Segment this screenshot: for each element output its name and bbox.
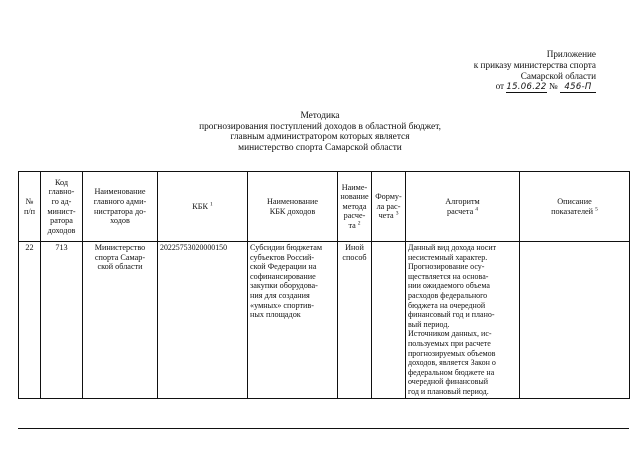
text-line: софинансирование	[250, 271, 316, 281]
appendix-block	[396, 49, 596, 93]
text-line: ществляется на основа-	[408, 271, 489, 281]
text-line: пользуемых при расчете	[408, 338, 491, 348]
text-line: метода	[342, 201, 367, 211]
header-num	[19, 172, 41, 242]
text-line: бюджета на очередной	[408, 300, 486, 310]
text-line: доходов	[47, 225, 76, 235]
text-line: Субсидии бюджетам	[250, 243, 323, 252]
header-admin-name	[83, 172, 158, 242]
text-line: расходов федерального	[408, 290, 488, 300]
text-line: прогнозируемых объемов	[408, 348, 496, 358]
document-title	[0, 111, 640, 153]
text-line: главно-	[48, 187, 75, 197]
text-line: спорта Самар-	[94, 252, 146, 262]
text-line: федеральном бюджете на	[408, 367, 495, 377]
text-line: нии ожидаемого объема	[408, 281, 490, 291]
text-line: способ	[342, 252, 367, 262]
header-algorithm: Алгоритм расчета $^4$	[406, 172, 520, 242]
text-line: ных площадок	[250, 310, 301, 320]
cell-formula	[372, 242, 406, 399]
header-kbk-name	[248, 172, 338, 242]
text-line: ходов	[110, 216, 130, 226]
appendix-order-line: к приказу министерства спорта	[473, 59, 596, 70]
header-description: Описание показателей $^5$	[520, 172, 630, 242]
text-line: Источником данных, ис-	[408, 329, 492, 339]
appendix-date-line	[396, 81, 596, 93]
cell-kbk: 20225753020000150	[158, 242, 248, 399]
cell-admin-name	[83, 242, 158, 399]
appendix-region-line: Самарской области	[520, 70, 596, 81]
text-line: субъектов Россий-	[250, 252, 315, 262]
title-line: Методика	[300, 111, 340, 121]
text-line: ской Федерации на	[250, 262, 317, 272]
text-line: Наиме-	[341, 182, 368, 192]
handwritten-date: 15.06.22	[506, 82, 547, 93]
header-method: Наиме- нование метода расче- та $^2$	[338, 172, 372, 242]
text-line: №	[25, 196, 34, 206]
text-line: ратора	[50, 216, 73, 226]
cell-num: 22	[19, 242, 41, 399]
text-line: Данный вид дохода носит	[408, 243, 497, 252]
title-line: главным администратором которых является	[230, 132, 410, 143]
appendix-title: Приложение	[546, 49, 596, 59]
text-line: Форму-	[375, 192, 402, 202]
number-label: №	[548, 81, 558, 92]
text-line: вый период.	[408, 319, 450, 329]
header-admin-code	[41, 172, 83, 242]
cell-algorithm	[406, 242, 520, 399]
text-line: ла рас-	[376, 201, 401, 211]
text-line: КБК доходов	[269, 206, 316, 216]
text-line: минист-	[47, 206, 76, 216]
title-line: прогнозирования поступлений доходов в областной бюджет,	[199, 121, 441, 132]
text-line: закупки оборудова-	[250, 281, 318, 291]
text-line: Прогнозирование осу-	[408, 262, 485, 272]
cell-description	[520, 242, 630, 399]
text-line: п/п	[23, 206, 36, 216]
text-line: расче-	[343, 211, 366, 221]
table-row	[19, 242, 630, 399]
text-line: Иной	[345, 243, 364, 252]
text-line: Описание	[557, 196, 592, 206]
text-line: очередной финансовый	[408, 377, 489, 387]
text-line: «умных» спортив-	[250, 300, 315, 310]
text-line: Министерство	[94, 243, 146, 252]
text-line: нистратора до-	[94, 206, 146, 216]
text-line: ния для создания	[250, 290, 310, 300]
cell-admin-code: 713	[41, 242, 83, 399]
text-line: ской области	[97, 262, 143, 272]
text-line: финансовый год и плано-	[408, 310, 495, 320]
table-bottom-border	[18, 428, 629, 429]
text-line: год и плановый период.	[408, 386, 489, 396]
handwritten-number: 456-П	[560, 83, 596, 93]
from-label: от	[495, 81, 505, 92]
text-line: Наименование	[94, 187, 146, 197]
text-line: несистемный характер.	[408, 252, 488, 262]
text-line: го ад-	[51, 196, 72, 206]
text-line: Алгоритм	[445, 196, 480, 206]
header-formula: Форму- ла рас- чета $^3$	[372, 172, 406, 242]
cell-kbk-name	[248, 242, 338, 399]
text-line: нование	[340, 192, 369, 202]
text-line: доходов, является Закон о	[408, 358, 496, 368]
text-line: Наименование	[266, 196, 318, 206]
header-kbk: КБК $^1$	[158, 172, 248, 242]
methodology-table	[18, 171, 630, 399]
cell-method	[338, 242, 372, 399]
text-line: главного адми-	[93, 196, 147, 206]
table-header-row	[19, 172, 630, 242]
text-line: Код	[54, 177, 69, 187]
title-line: министерство спорта Самарской области	[238, 142, 402, 153]
